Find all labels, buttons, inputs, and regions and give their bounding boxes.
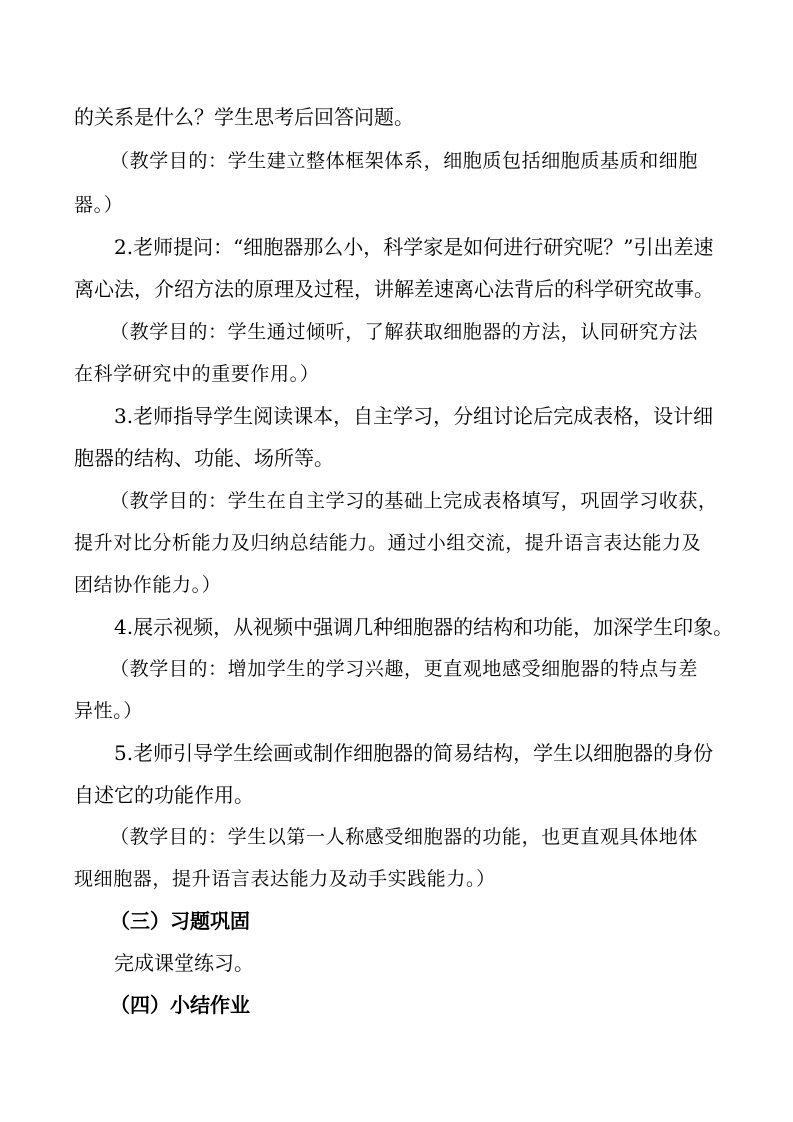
teaching-purpose-4-line-1: （教学目的：增加学生的学习兴趣，更直观地感受细胞器的特点与差 [110, 658, 699, 680]
teaching-purpose-3-line-3: 团结协作能力。） [74, 574, 222, 596]
teaching-purpose-2-line-1: （教学目的：学生通过倾听，了解获取细胞器的方法，认同研究方法 [110, 321, 699, 343]
step-2-line-1: 2.老师提问：“细胞器那么小，科学家是如何进行研究呢？”引出差速 [114, 235, 714, 259]
teaching-purpose-3-line-1: （教学目的：学生在自主学习的基础上完成表格填写，巩固学习收获， [110, 490, 718, 512]
section-heading-summary: （四）小结作业 [110, 993, 250, 1017]
teaching-purpose-5-line-2: 现细胞器，提升语言表达能力及动手实践能力。） [74, 868, 496, 890]
step-4-line-1: 4.展示视频，从视频中强调几种细胞器的结构和功能，加深学生印象。 [114, 615, 734, 639]
step-5-line-2: 自述它的功能作用。 [74, 783, 254, 807]
teaching-purpose-4-line-2: 异性。） [74, 700, 143, 722]
exercise-text: 完成课堂练习。 [114, 951, 254, 975]
teaching-purpose-3-line-2: 提升对比分析能力及归纳总结能力。通过小组交流，提升语言表达能力及 [74, 532, 702, 554]
section-heading-exercise: （三）习题巩固 [110, 909, 250, 933]
teaching-purpose-2-line-2: 在科学研究中的重要作用。） [74, 363, 320, 385]
step-2-line-2: 离心法，介绍方法的原理及过程，讲解差速离心法背后的科学研究故事。 [74, 277, 714, 301]
text-line-1: 的关系是什么？学生思考后回答问题。 [74, 105, 414, 129]
teaching-purpose-1-line-2: 器。） [74, 194, 124, 216]
step-3-line-1: 3.老师指导学生阅读课本，自主学习，分组讨论后完成表格，设计细 [114, 404, 714, 428]
teaching-purpose-1-line-1: （教学目的：学生建立整体框架体系，细胞质包括细胞质基质和细胞 [110, 150, 699, 172]
step-5-line-1: 5.老师引导学生绘画或制作细胞器的简易结构，学生以细胞器的身份 [114, 741, 714, 765]
step-3-line-2: 胞器的结构、功能、场所等。 [74, 446, 334, 470]
teaching-purpose-5-line-1: （教学目的：学生以第一人称感受细胞器的功能，也更直观具体地体 [110, 826, 699, 848]
